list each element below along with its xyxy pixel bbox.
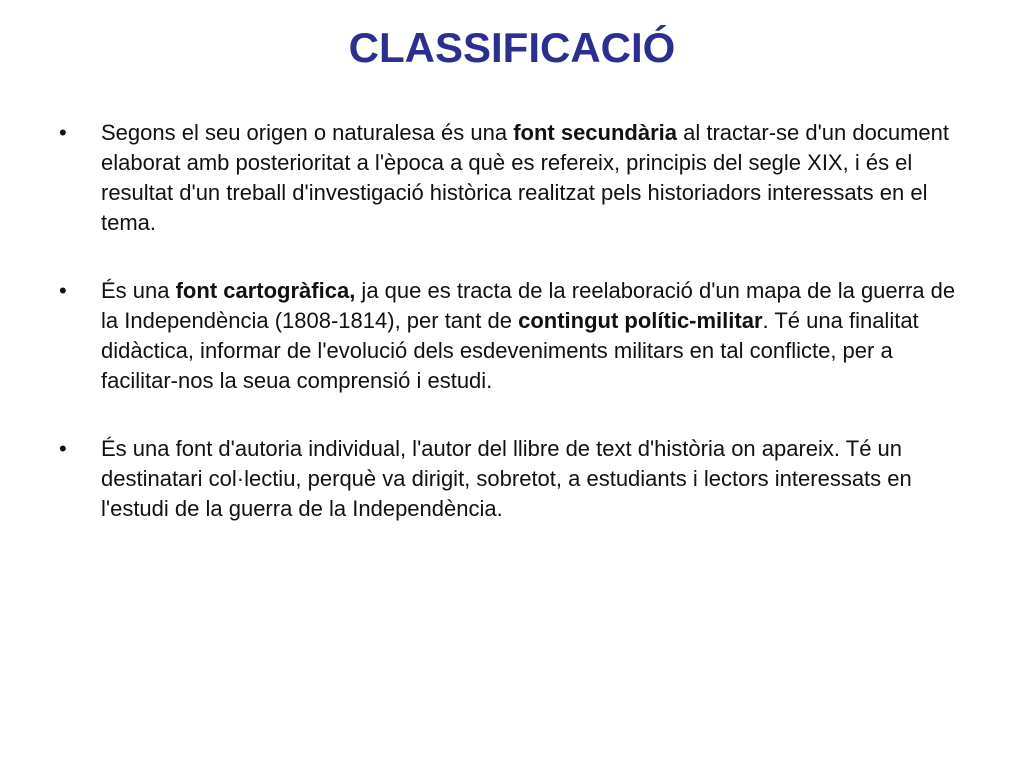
bullet-item-origin [58,118,970,238]
bullet-icon: • [59,436,67,461]
bullet-icon: • [59,278,67,303]
bullet-list [58,118,970,562]
bullet-icon: • [59,120,67,145]
bullet-segment-bold: font cartogràfica, [175,278,356,303]
bullet-segment-bold: contingut polític-militar [518,308,763,333]
bullet-segment: . Té una finalitat didàctica, informar de l'evolució dels esdeveniments militars en tal conflicte, per a facilitar-nos la seua comprensió i estudi. [101,308,919,393]
bullet-segment-bold: font secundària [513,120,677,145]
bullet-segment: És una [101,278,176,303]
bullet-segment: Segons el seu origen o naturalesa és una [101,120,514,145]
bullet-segment: És una font d'autoria individual, l'autor del llibre de text d'història on apareix. Té un destinatari col·lectiu, perquè va dirigit, sobretot, a estudiants i lectors interessats en l'estudi de la guerra de la Independència. [101,436,912,521]
bullet-text [101,120,949,235]
slide-title: CLASSIFICACIÓ [348,24,676,71]
bullet-item-cartographic [58,276,970,396]
bullet-segment: ja que es tracta de la reelaboració d'un mapa de la guerra de la Independència (1808-1814), per tant de [101,278,956,333]
bullet-text [101,278,955,393]
bullet-text [101,436,912,521]
bullet-segment: al tractar-se d'un document elaborat amb posterioritat a l'època a què es refereix, principis del segle XIX, i és el resultat d'un treball d'investigació històrica realitzat pels historiadors interessats en el tema. [101,120,950,235]
bullet-item-authorship [58,434,970,524]
